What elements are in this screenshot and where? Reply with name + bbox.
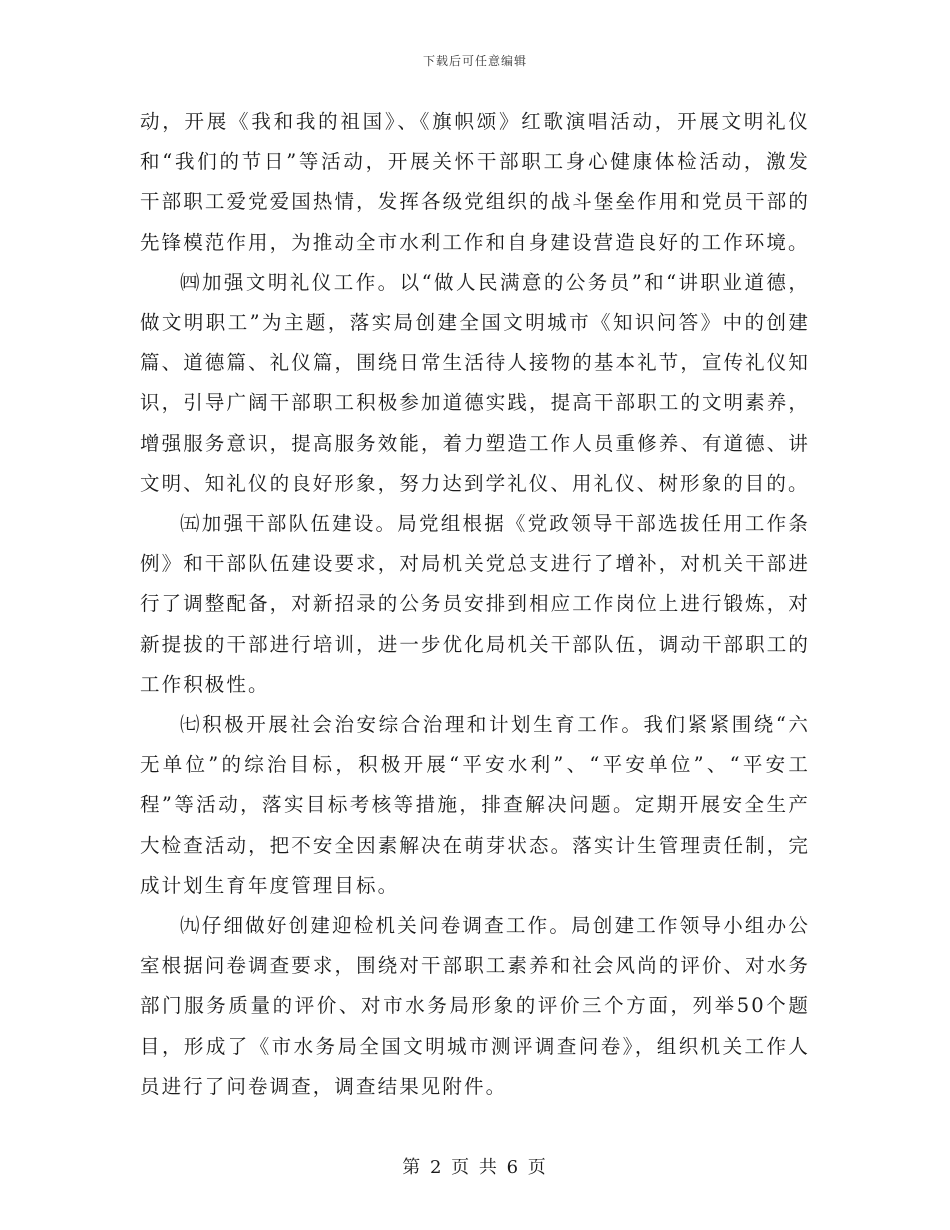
document-body [140, 102, 810, 1107]
page-header: 下载后可任意编辑 [422, 54, 527, 68]
paragraph-questionnaire: ㈨仔细做好创建迎检机关问卷调查工作。局创建工作领导小组办公室根据问卷调查要求，围绕对干部职工素养和社会风尚的评价、对水务部门服务质量的评价、对市水务局形象的评价三个方面，列举50个题目，形成了《市水务局全国文明城市测评调查问卷》，组织机关工作人员进行了问卷调查，调查结果见附件。 [140, 914, 810, 1098]
page-number-footer: 第 2 页 共 6 页 [402, 1157, 548, 1178]
paragraph-continuation: 动，开展《我和我的祖国》、《旗帜颂》红歌演唱活动，开展文明礼仪和“我们的节日”等活动，开展关怀干部职工身心健康体检活动，激发干部职工爱党爱国热情，发挥各级党组织的战斗堡垒作用和党员干部的先锋模范作用，为推动全市水利工作和自身建设营造良好的工作环境。 [140, 110, 810, 254]
paragraph-public-security: ㈦积极开展社会治安综合治理和计划生育工作。我们紧紧围绕“六无单位”的综治目标，积极开展“平安水利”、“平安单位”、“平安工程”等活动，落实目标考核等措施，排查解决问题。定期开展安全生产大检查活动，把不安全因素解决在萌芽状态。落实计生管理责任制，完成计划生育年度管理目标。 [140, 713, 810, 897]
paragraph-etiquette: ㈣加强文明礼仪工作。以“做人民满意的公务员”和“讲职业道德，做文明职工”为主题，落实局创建全国文明城市《知识问答》中的创建篇、道德篇、礼仪篇，围绕日常生活待人接物的基本礼节，宣传礼仪知识，引导广阔干部职工积极参加道德实践，提高干部职工的文明素养，增强服务意识，提高服务效能，着力塑造工作人员重修养、有道德、讲文明、知礼仪的良好形象，努力达到学礼仪、用礼仪、树形象的目的。 [140, 270, 810, 495]
paragraph-cadre-team: ㈤加强干部队伍建设。局党组根据《党政领导干部选拔任用工作条例》和干部队伍建设要求，对局机关党总支进行了增补，对机关干部进行了调整配备，对新招录的公务员安排到相应工作岗位上进行锻炼，对新提拔的干部进行培训，进一步优化局机关干部队伍，调动干部职工的工作积极性。 [140, 512, 810, 696]
